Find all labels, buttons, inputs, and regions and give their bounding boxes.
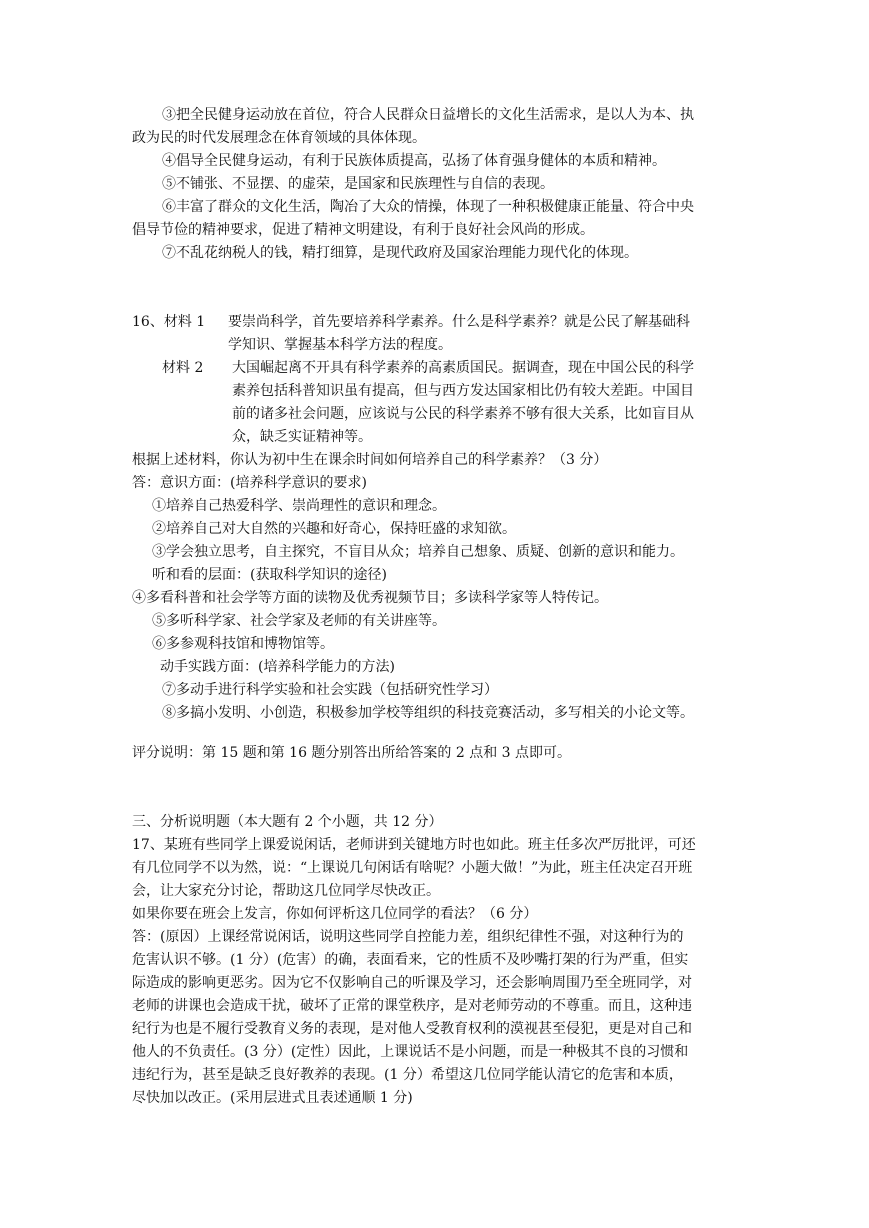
q15-point-4: ④倡导全民健身运动，有利于民族体质提高，弘扬了体育强身健体的本质和精神。 — [162, 153, 666, 169]
q17-stem-line-1: 17、某班有些同学上课爱说闲话，老师讲到关键地方时也如此。班主任多次严厉批评，可还 — [132, 837, 696, 853]
q15-point-6-line-1: ⑥丰富了群众的文化生活，陶冶了大众的情操，体现了一种积极健康正能量、符合中央 — [162, 199, 694, 215]
q16-material-2-line-2: 素养包括科普知识虽有提高，但与西方发达国家相比仍有较大差距。中国目 — [232, 383, 694, 399]
q17-answer-line-8: 尽快加以改正。(采用层进式且表述通顺 1 分) — [132, 1090, 413, 1106]
q16-answer-2: ②培养自己对大自然的兴趣和好奇心，保持旺盛的求知欲。 — [152, 521, 516, 537]
q15-point-5: ⑤不铺张、不显摆、的虚荣，是国家和民族理性与自信的表现。 — [162, 176, 554, 192]
q16-subheading-practice: 动手实践方面：(培养科学能力的方法) — [160, 659, 395, 675]
q17-question: 如果你要在班会上发言，你如何评析这几位同学的看法？（6 分） — [132, 906, 538, 922]
q16-answer-heading: 答：意识方面：(培养科学意识的要求) — [132, 475, 367, 491]
q16-answer-3: ③学会独立思考，自主探究，不盲目从众；培养自己想象、质疑、创新的意识和能力。 — [152, 544, 684, 560]
q16-material-2-line-3: 前的诸多社会问题，应该说与公民的科学素养不够有很大关系，比如盲目从 — [232, 406, 694, 422]
q16-question: 根据上述材料，你认为初中生在课余时间如何培养自己的科学素养？（3 分） — [132, 452, 608, 468]
q16-material-2-label: 材料 2 — [162, 360, 204, 376]
q16-subheading-listen-watch: 听和看的层面：(获取科学知识的途径) — [152, 567, 387, 583]
q16-material-1-line-1: 要崇尚科学，首先要培养科学素养。什么是科学素养？就是公民了解基础科 — [228, 314, 690, 330]
scoring-note: 评分说明：第 15 题和第 16 题分别答出所给答案的 2 点和 3 点即可。 — [132, 745, 572, 761]
q17-answer-line-4: 老师的讲课也会造成干扰，破坏了正常的课堂秩序，是对老师劳动的不尊重。而且，这种违 — [132, 998, 692, 1014]
q16-answer-6: ⑥多参观科技馆和博物馆等。 — [152, 636, 334, 652]
q16-material-1-label: 16、材料 1 — [132, 314, 206, 330]
q17-answer-line-2: 危害认识不够。(1 分）(危害）的确，表面看来，它的性质不及吵嘴打架的行为严重，但实 — [132, 952, 689, 968]
q17-stem-line-2: 有几位同学不以为然，说：“上课说几句闲话有啥呢？小题大做！”为此，班主任决定召开班 — [132, 860, 693, 876]
q17-answer-line-1: 答：(原因）上课经常说闲话，说明这些同学自控能力差，组织纪律性不强，对这种行为的 — [132, 929, 684, 945]
q17-stem-line-3: 会，让大家充分讨论，帮助这几位同学尽快改正。 — [132, 883, 440, 899]
q15-point-3-line-1: ③把全民健身运动放在首位，符合人民群众日益增长的文化生活需求，是以人为本、执 — [162, 107, 694, 123]
q15-point-7: ⑦不乱花纳税人的钱，精打细算，是现代政府及国家治理能力现代化的体现。 — [162, 245, 638, 261]
q16-answer-7: ⑦多动手进行科学实验和社会实践（包括研究性学习） — [162, 682, 498, 698]
q17-answer-line-7: 违纪行为，甚至是缺乏良好教养的表现。(1 分）希望这几位同学能认清它的危害和本质， — [132, 1067, 683, 1083]
q17-answer-line-6: 他人的不负责任。(3 分）(定性）因此，上课说话不是小问题，而是一种极其不良的习惯和 — [132, 1044, 689, 1060]
q16-answer-5: ⑤多听科学家、社会学家及老师的有关讲座等。 — [152, 613, 446, 629]
q16-material-1-line-2: 学知识、掌握基本科学方法的程度。 — [228, 337, 452, 353]
q16-material-2-line-1: 大国崛起离不开具有科学素养的高素质国民。据调查，现在中国公民的科学 — [232, 360, 694, 376]
q16-material-2-line-4: 众，缺乏实证精神等。 — [232, 429, 372, 445]
q17-answer-line-5: 纪行为也是不履行受教育义务的表现，是对他人受教育权利的漠视甚至侵犯，更是对自己和 — [132, 1021, 692, 1037]
q16-answer-4: ④多看科普和社会学等方面的读物及优秀视频节目；多读科学家等人特传记。 — [132, 590, 608, 606]
section-3-header: 三、分析说明题（本大题有 2 个小题，共 12 分） — [132, 814, 443, 830]
q15-point-6-line-2: 倡导节俭的精神要求，促进了精神文明建设，有利于良好社会风尚的形成。 — [132, 222, 594, 238]
q16-answer-8: ⑧多搞小发明、小创造，积极参加学校等组织的科技竞赛活动，多写相关的小论文等。 — [162, 705, 694, 721]
q17-answer-line-3: 际造成的影响更恶劣。因为它不仅影响自己的听课及学习，还会影响周围乃至全班同学，对 — [132, 975, 692, 991]
q16-answer-1: ①培养自己热爱科学、崇尚理性的意识和理念。 — [152, 498, 446, 514]
q15-point-3-line-2: 政为民的时代发展理念在体育领域的具体体现。 — [132, 130, 426, 146]
